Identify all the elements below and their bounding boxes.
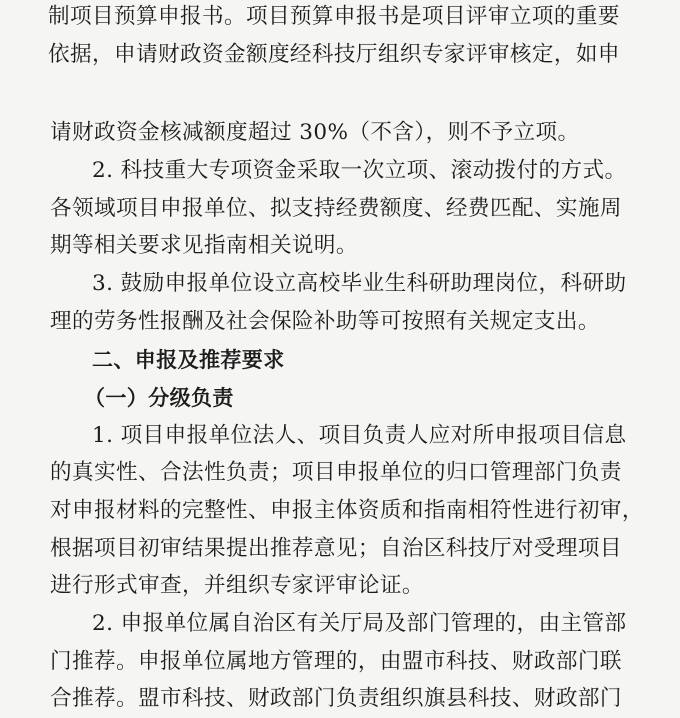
- paragraph-3-line-2: 理的劳务性报酬及社会保险补助等可按照有关规定支出。: [50, 309, 600, 334]
- item-1-line-3: 对申报材料的完整性、申报主体资质和指南相符性进行初审，: [50, 498, 644, 523]
- section-heading: 二、申报及推荐要求: [92, 348, 285, 372]
- item-1-line-1: 1. 项目申报单位法人、项目负责人应对所申报项目信息: [92, 423, 627, 448]
- subsection-heading: （一）分级负责: [84, 385, 234, 410]
- item-2-line-1: 2. 申报单位属自治区有关厅局及部门管理的，由主管部: [92, 611, 627, 636]
- text-line-1: 制项目预算申报书。项目预算申报书是项目评审立项的重要: [48, 4, 620, 29]
- paragraph-2-line-1: 2. 科技重大专项资金采取一次立项、滚动拨付的方式。: [92, 158, 627, 183]
- item-1-line-5: 进行形式审查，并组织专家评审论证。: [50, 573, 424, 598]
- paragraph-3-line-1: 3. 鼓励申报单位设立高校毕业生科研助理岗位，科研助: [92, 271, 627, 296]
- text-line-2: 依据，申请财政资金额度经科技厅组织专家评审核定，如申: [48, 42, 620, 67]
- paragraph-2-line-3: 期等相关要求见指南相关说明。: [50, 233, 358, 258]
- item-1-line-2: 的真实性、合法性负责；项目申报单位的归口管理部门负责: [50, 460, 622, 485]
- item-1-line-4: 根据项目初审结果提出推荐意见；自治区科技厅对受理项目: [50, 536, 622, 561]
- item-2-line-3: 合推荐。盟市科技、财政部门负责组织旗县科技、财政部门: [50, 686, 622, 711]
- item-2-line-2: 门推荐。申报单位属地方管理的，由盟市科技、财政部门联: [50, 649, 622, 674]
- paragraph-2-line-2: 各领域项目申报单位、拟支持经费额度、经费匹配、实施周: [50, 196, 622, 221]
- text-line-3: 请财政资金核减额度超过 30%（不含），则不予立项。: [50, 120, 580, 145]
